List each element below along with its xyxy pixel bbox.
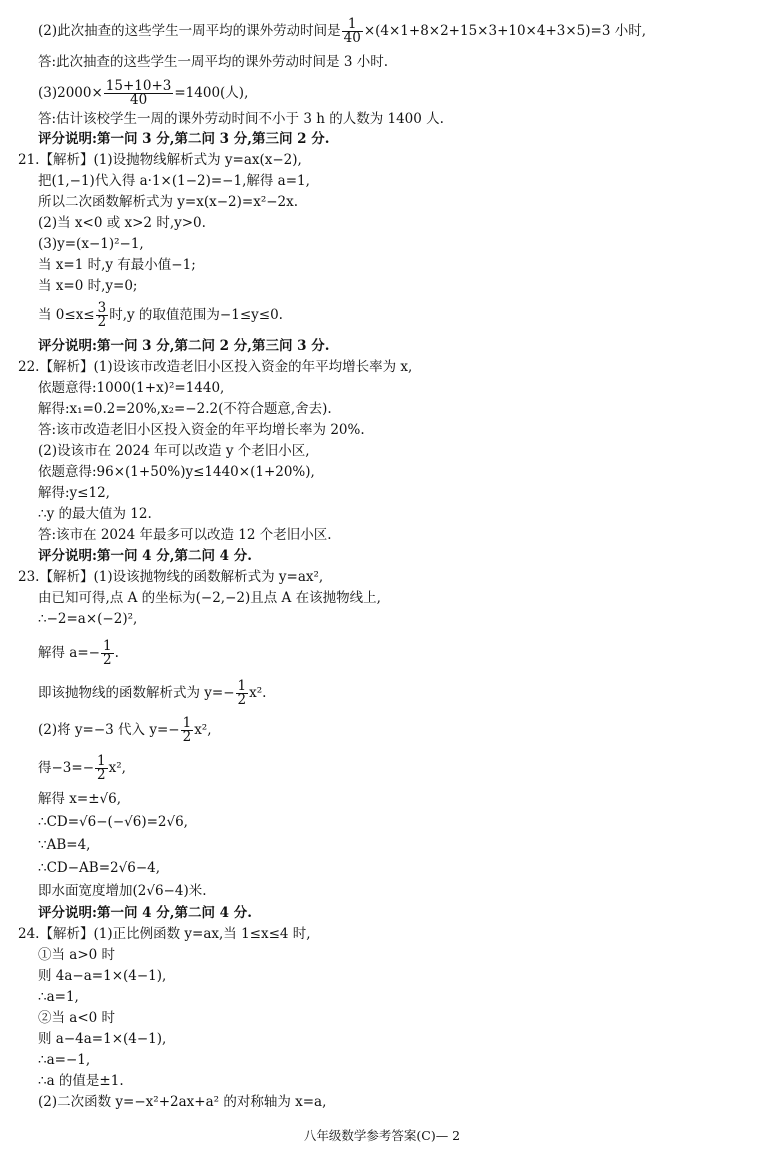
denominator: 2 [97,767,106,783]
q23-heading: 23.【解析】(1)设该抛物线的函数解析式为 y=ax², [18,569,324,585]
q21-line: 当 x=1 时,y 有最小值−1; [38,257,196,273]
q24-line: 则 4a−a=1×(4−1), [38,968,167,984]
q23-line: 即水面宽度增加(2√6−4)米. [38,883,207,899]
denominator: 2 [237,692,247,708]
numerator: 1 [182,715,192,731]
numerator: 1 [97,753,106,769]
numerator: 1 [102,638,112,654]
q23-frac-line [38,640,119,667]
q20-part3-line [38,80,248,107]
q20-part2-line [38,18,646,45]
q22-line: 答:该市改造老旧小区投入资金的年平均增长率为 20%. [38,422,365,438]
page-footer: 八年级数学参考答案(C)— 2 [303,1128,461,1143]
q21-scoring: 评分说明:第一问 3 分,第二问 2 分,第三问 3 分. [38,338,330,354]
numerator: 3 [97,300,107,316]
q21-line: (3)y=(x−1)²−1, [38,236,144,252]
denominator: 2 [97,314,107,330]
denominator: 40 [343,30,361,46]
fraction [96,302,109,329]
text: 当 0≤x≤ [38,307,95,323]
q21-line: 把(1,−1)代入得 a·1×(1−2)=−1,解得 a=1, [38,173,310,189]
q22-line: (2)设该市在 2024 年可以改造 y 个老旧小区, [38,443,310,459]
q23-frac-line [38,755,126,782]
q22-line: 解得:x₁=0.2=20%,x₂=−2.2(不符合题意,舍去). [38,401,332,417]
q21-line: (2)当 x<0 或 x>2 时,y>0. [38,215,206,231]
q24-line: ②当 a<0 时 [38,1010,116,1026]
q23-frac-line [38,717,212,744]
q23-line: ∵AB=4, [38,837,91,853]
text: 解得 a=− [38,645,100,661]
q24-line: ∴a 的值是±1. [38,1073,124,1089]
q24-line: (2)二次函数 y=−x²+2ax+a² 的对称轴为 x=a, [38,1094,327,1110]
q23-line: ∴CD−AB=2√6−4, [38,860,161,876]
q22-heading: 22.【解析】(1)设该市改造老旧小区投入资金的年平均增长率为 x, [18,359,413,375]
q23-line: 由已知可得,点 A 的坐标为(−2,−2)且点 A 在该抛物线上, [38,590,381,606]
fraction [104,80,174,107]
q22-line: 答:该市在 2024 年最多可以改造 12 个老旧小区. [38,527,332,543]
q20-answer2: 答:此次抽查的这些学生一周平均的课外劳动时间是 3 小时. [38,54,389,70]
q22-line: 解得:y≤12, [38,485,110,501]
q22-line: ∴y 的最大值为 12. [38,506,152,522]
q21-line: 当 x=0 时,y=0; [38,278,138,294]
denominator: 2 [102,652,112,668]
text: 时,y 的取值范围为−1≤y≤0. [109,307,283,323]
fraction [181,717,194,744]
numerator: 1 [237,678,247,694]
q23-line: 解得 x=±√6, [38,791,122,807]
denominator: 40 [129,92,148,108]
fraction [101,640,114,667]
text: (2)将 y=−3 代入 y=− [38,722,180,738]
q21-line: 所以二次函数解析式为 y=x(x−2)=x²−2x. [38,194,299,210]
q24-line: 则 a−4a=1×(4−1), [38,1031,167,1047]
q22-scoring: 评分说明:第一问 4 分,第二问 4 分. [38,548,252,564]
q24-line: ∴a=1, [38,989,79,1005]
q24-heading: 24.【解析】(1)正比例函数 y=ax,当 1≤x≤4 时, [18,926,311,942]
q23-scoring: 评分说明:第一问 4 分,第二问 4 分. [38,905,252,921]
text: ×(4×1+8×2+15×3+10×4+3×5)=3 小时, [363,23,647,39]
q23-frac-line [38,680,266,707]
text: . [114,645,119,661]
q20-answer3: 答:估计该校学生一周的课外劳动时间不小于 3 h 的人数为 1400 人. [38,111,444,127]
text: 即该抛物线的函数解析式为 y=− [38,685,235,701]
text: (2)此次抽查的这些学生一周平均的课外劳动时间是 [38,23,341,39]
q23-line: ∴CD=√6−(−√6)=2√6, [38,814,188,830]
text: (3)2000× [38,85,103,101]
q23-line: ∴−2=a×(−2)², [38,611,138,627]
q22-line: 依题意得:1000(1+x)²=1440, [38,380,225,396]
q22-line: 依题意得:96×(1+50%)y≤1440×(1+20%), [38,464,315,480]
text: x². [249,685,267,701]
fraction [95,755,108,782]
numerator: 15+10+3 [105,78,172,94]
numerator: 1 [342,18,363,32]
text: =1400(人), [174,85,249,101]
fraction [236,680,249,707]
text: 得−3=− [38,760,95,776]
q21-range-line [38,302,283,329]
q24-line: ∴a=−1, [38,1052,91,1068]
denominator: 2 [182,729,192,745]
q21-heading: 21.【解析】(1)设抛物线解析式为 y=ax(x−2), [18,152,302,168]
text: x², [194,722,212,738]
text: x², [108,760,126,776]
q20-scoring: 评分说明:第一问 3 分,第二问 3 分,第三问 2 分. [38,131,330,147]
q24-line: ①当 a>0 时 [38,947,116,963]
fraction [342,18,363,45]
